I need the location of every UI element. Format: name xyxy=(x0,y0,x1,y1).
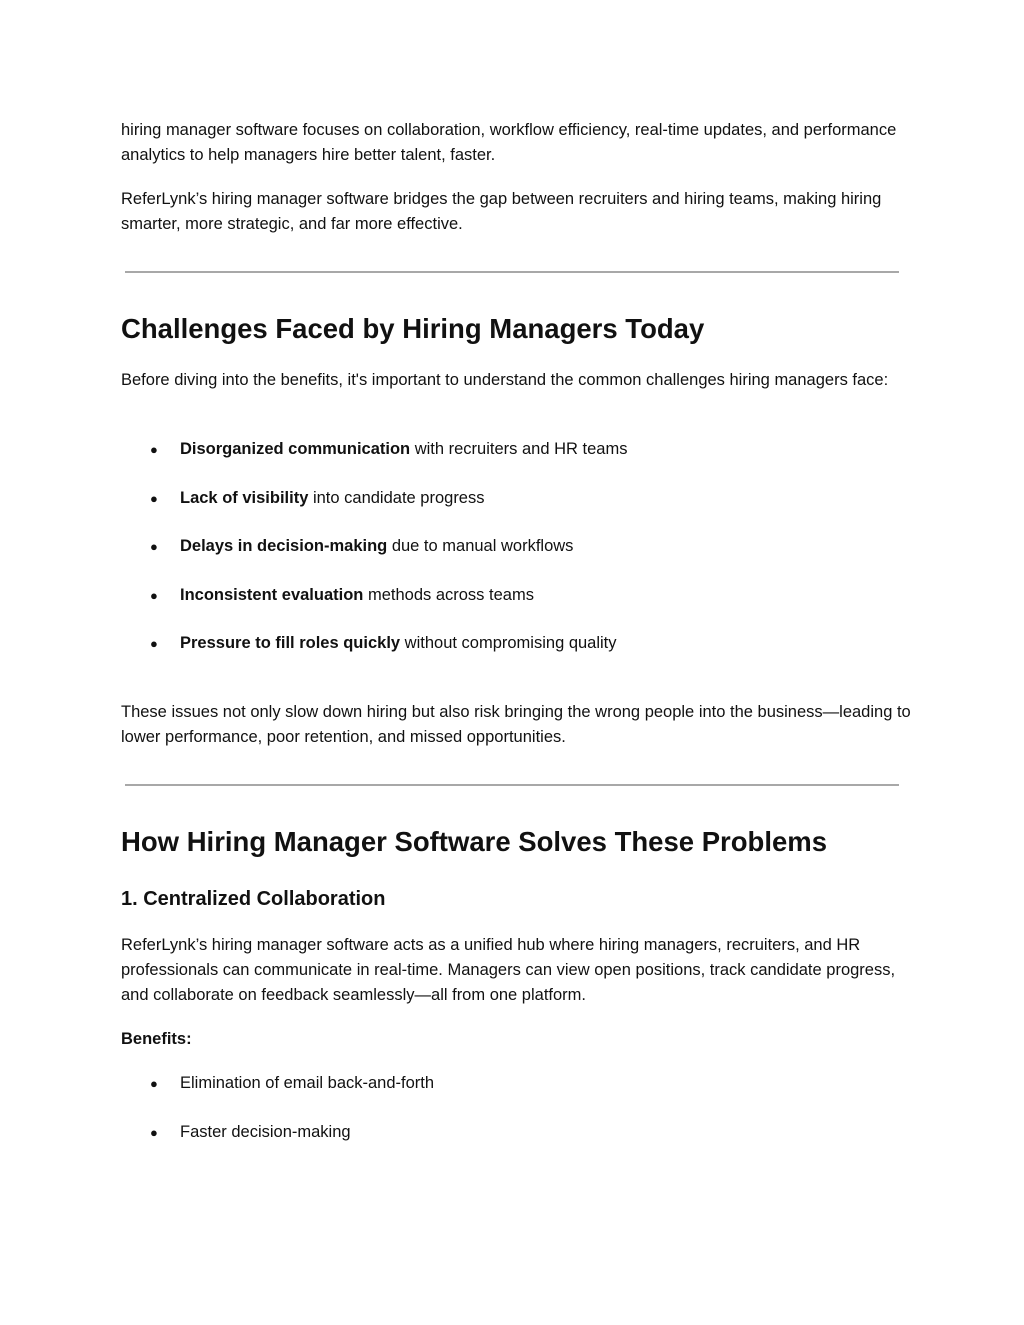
horizontal-rule-1 xyxy=(125,271,899,273)
list-item-text: Elimination of email back-and-forth xyxy=(180,1074,435,1092)
list-item-bold: Inconsistent evaluation xyxy=(180,585,364,604)
bullet-icon: ● xyxy=(150,636,158,651)
list-item-bold: Delays in decision-making xyxy=(180,537,388,555)
list-item-text xyxy=(180,486,485,511)
intro-paragraph-1: hiring manager software focuses on collaboration, workflow efficiency, real-time updates, and performance analytics to help managers hire better talent, faster. xyxy=(121,121,897,164)
bullet-icon: ● xyxy=(150,539,158,554)
list-item-text xyxy=(180,631,617,656)
list-item-rest: with recruiters and HR teams xyxy=(410,440,628,458)
challenges-heading: Challenges Faced by Hiring Managers Today xyxy=(121,313,705,344)
list-item-rest: without compromising quality xyxy=(400,634,617,652)
list-item-text xyxy=(180,583,534,608)
list-item-text xyxy=(180,437,627,462)
solutions-heading: How Hiring Manager Software Solves These Problems xyxy=(121,826,828,857)
bullet-icon: ● xyxy=(150,442,158,457)
intro-paragraph-2: ReferLynk’s hiring manager software bridges the gap between recruiters and hiring teams, making hiring smarter, more strategic, and far more effective. xyxy=(121,190,882,233)
list-item-rest: due to manual workflows xyxy=(387,537,574,555)
bullet-icon: ● xyxy=(150,587,158,603)
bullet-icon: ● xyxy=(150,1124,158,1140)
challenges-intro: Before diving into the benefits, it's important to understand the common challenges hiring managers face: xyxy=(121,371,889,389)
list-item-text: Faster decision-making xyxy=(180,1122,351,1141)
list-item-bold: Lack of visibility xyxy=(180,488,309,507)
bullet-icon: ● xyxy=(150,1076,158,1091)
centralized-collaboration-body: ReferLynk’s hiring manager software acts as a unified hub where hiring managers, recruiters, and HR professionals can communicate in real-time. Managers can view open positions, track candidate progress, and collaborate on feedback seamlessly—all from one platform. xyxy=(121,936,896,1004)
horizontal-rule-2 xyxy=(125,784,899,786)
challenges-outro: These issues not only slow down hiring but also risk bringing the wrong people into the business—leading to lower performance, poor retention, and missed opportunities. xyxy=(121,703,911,746)
list-item-rest: methods across teams xyxy=(363,585,534,604)
list-item-bold: Pressure to fill roles quickly xyxy=(180,634,401,652)
list-item-text xyxy=(180,534,573,559)
centralized-collaboration-heading: 1. Centralized Collaboration xyxy=(121,888,386,910)
list-item-rest: into candidate progress xyxy=(308,488,485,507)
benefits-label: Benefits: xyxy=(121,1030,192,1048)
bullet-icon: ● xyxy=(150,490,158,506)
list-item-bold: Disorganized communication xyxy=(180,440,411,458)
